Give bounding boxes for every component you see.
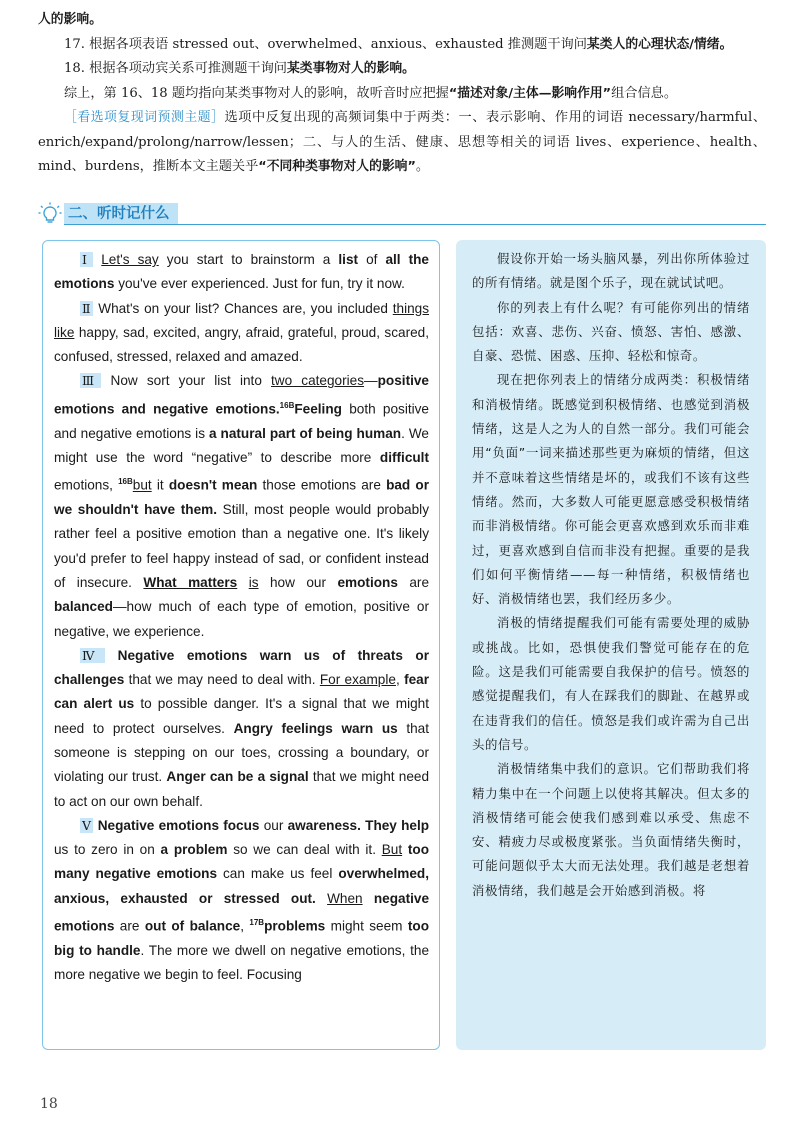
paragraph-number: Ⅰ bbox=[82, 252, 92, 267]
page-number: 18 bbox=[40, 1096, 58, 1112]
paragraph-3: Ⅲ Now sort your list into two categories—positive emotions and negative emotions.$^{16B}$Feeling both positive and negative emotions is a natural part of being human. We might use the word “negative” to describe more difficult emotions, $^{16B}$but it doesn't mean those emotions are bad or we shouldn't have them. Still, most people would probably rather feel a positive emotion than a negative one. It's likely you'd prefer to feel happy instead of sad, or confident instead of insecure. What matters is how our emotions are balanced—how much of each type of emotion, positive or negative, we experience. bbox=[54, 373, 430, 639]
paragraph-2: Ⅱ What's on your list? Chances are, you included things like happy, sad, excited, angry, afraid, grateful, proud, scared, confused, stressed, relaxed and amazed. bbox=[54, 300, 430, 365]
english-passage bbox=[42, 240, 440, 1050]
translation-paragraph-3: 现在把你列表上的情绪分成两类：积极情绪和消极情绪。既感觉到积极情绪、也感觉到消极情绪，这是人之为人的自然一部分。我们可能会用“负面”一词来描述那些更为麻烦的情绪，但这并不意味着这些情绪是坏的，或我们不该有这些情绪。然而，大多数人可能更愿意感受积极情绪而非消极情绪。你可能会更喜欢感到欢乐而非难过，更喜欢感到自信而非没有把握。重要的是我们如何平衡情绪——每一种情绪，积极情绪也好、消极情绪也罢，我们经历多少。 bbox=[472, 372, 750, 607]
translation-paragraph-1: 假设你开始一场头脑风暴，列出你所体验过的所有情绪。就是图个乐子，现在就试试吧。 bbox=[472, 251, 750, 291]
analysis-tip: ［看选项复现词预测主题］选项中反复出现的高频词集中于两类：一、表示影响、作用的词语 necessary/harmful、enrich/expand/prolong/narrow/lessen；二、与人的生活、健康、思想等相关的词语 lives、experience、health、mind、burdens，推断本文主题关乎“不同种类事物对人的影响”。 bbox=[38, 110, 767, 174]
analysis-item-17: 17. 根据各项表语 stressed out、overwhelmed、anxious、exhausted 推测题干询问某类人的心理状态/情绪。 bbox=[64, 36, 733, 52]
section-divider bbox=[64, 224, 766, 225]
paragraph-1: Ⅰ Let's say you start to brainstorm a list of all the emotions you've ever experienced. Just for fun, try it now. bbox=[54, 252, 429, 292]
translation-paragraph-2: 你的列表上有什么呢？有可能你列出的情绪包括：欢喜、悲伤、兴奋、愤怒、害怕、感激、自豪、恐慌、困惑、压抑、轻松和惊奇。 bbox=[472, 299, 750, 364]
analysis-line: 人的影响。 bbox=[38, 12, 102, 27]
lightbulb-icon bbox=[38, 202, 62, 226]
tip-tag: ［看选项复现词预测主题］ bbox=[64, 110, 225, 125]
paragraph-5: Ⅴ Negative emotions focus our awareness. They help us to zero in on a problem so we can deal with it. But too many negative emotions can make us feel overwhelmed, anxious, exhausted or stressed out. When negative emotions are out of balance, $^{17B}$problems might seem too big to handle. The more we dwell on negative emotions, the more negative we begin to feel. Focusing bbox=[54, 817, 430, 983]
section-title: 二、听时记什么 bbox=[64, 203, 178, 225]
question-ref: 16B bbox=[118, 477, 133, 487]
chinese-translation bbox=[456, 240, 766, 1050]
analysis-item-18: 18. 根据各项动宾关系可推测题干询问某类事物对人的影响。 bbox=[64, 61, 415, 76]
section-header bbox=[38, 202, 766, 228]
translation-paragraph-5: 消极情绪集中我们的意识。它们帮助我们将精力集中在一个问题上以使将其解决。但太多的消极情绪可能会使我们感到难以承受、焦虑不安、精疲力尽或极度紧张。当负面情绪失衡时，可能问题似乎太大而无法处理。我们越是老想着消极情绪，我们越是会开始感到消极。将 bbox=[472, 761, 750, 898]
translation-paragraph-4: 消极的情绪提醒我们可能有需要处理的威胁或挑战。比如，恐惧使我们警觉可能存在的危险。这是我们可能需要自我保护的信号。愤怒的感觉提醒我们，有人在踩我们的脚趾、在越界或在违背我们的信任。愤怒是我们或许需为自己出头的信号。 bbox=[472, 615, 750, 752]
question-ref: 16B bbox=[279, 400, 295, 410]
question-ref: 17B bbox=[249, 918, 265, 928]
paragraph-4: Ⅳ Negative emotions warn us of threats or challenges that we may need to deal with. For example, fear can alert us to possible danger. It's a signal that we might need to protect ourselves. Angry feelings warn us that someone is stepping on our toes, crossing a boundary, or violating our trust. Anger can be a signal that we might need to act on our own behalf. bbox=[54, 647, 430, 809]
analysis-summary: 综上，第 16、18 题均指向某类事物对人的影响，故听音时应把握“描述对象/主体—影响作用”组合信息。 bbox=[64, 85, 678, 101]
top-analysis bbox=[38, 8, 766, 180]
paragraph-number: Ⅳ bbox=[82, 647, 104, 663]
paragraph-number: Ⅲ bbox=[82, 373, 100, 389]
paragraph-number: Ⅴ bbox=[82, 817, 92, 833]
paragraph-number: Ⅱ bbox=[82, 300, 92, 316]
